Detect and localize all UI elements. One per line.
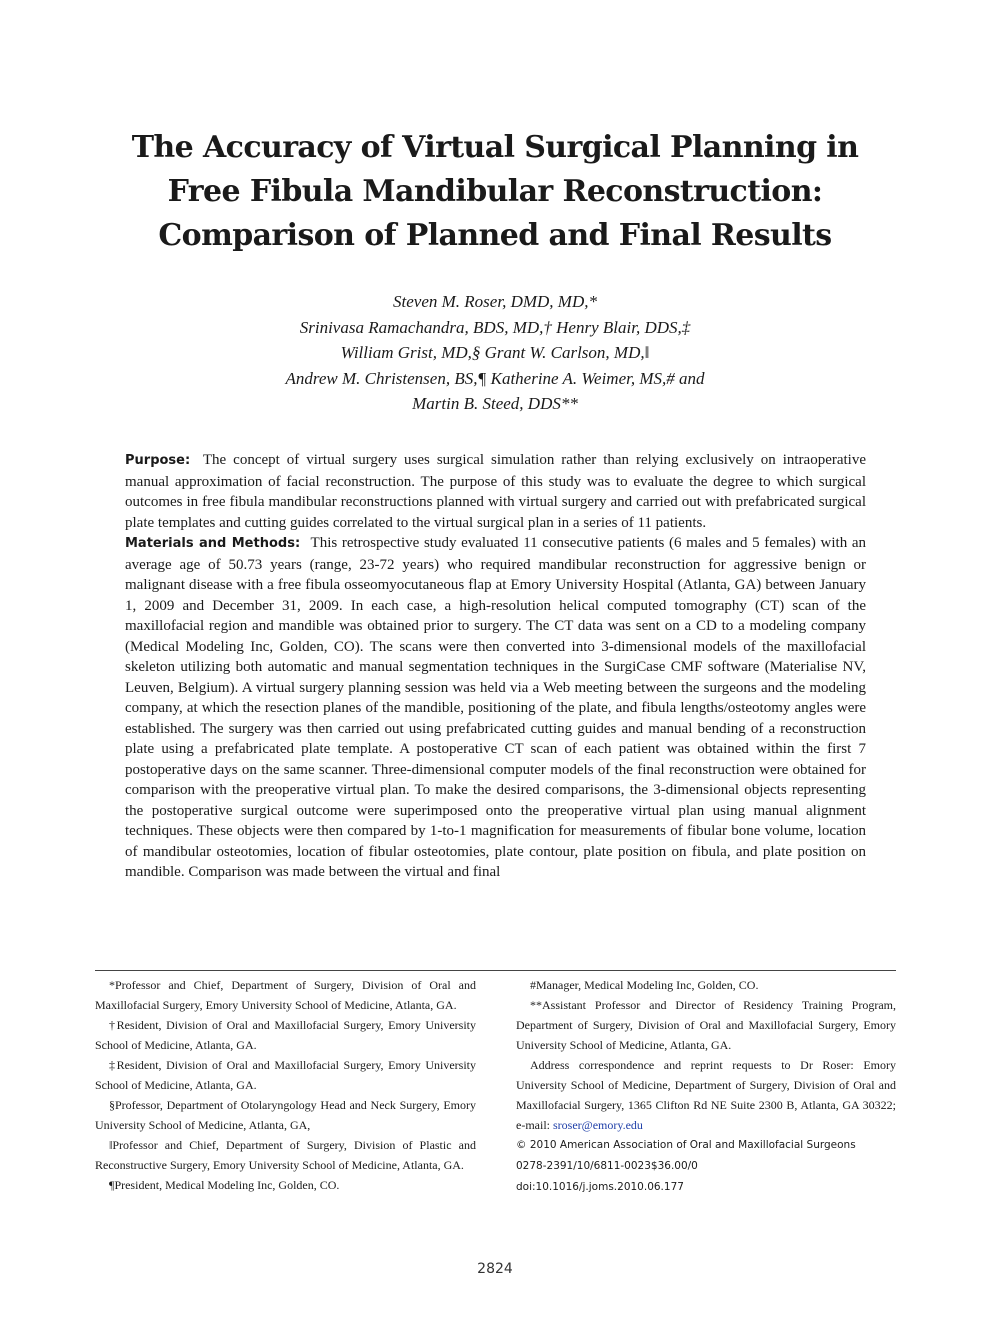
footnote: **Assistant Professor and Director of Residency Training Program, Department of Surgery, Division of Oral and Maxillofacial Surgery, Emory University School of Medicine, Atlanta, GA. bbox=[516, 998, 896, 1052]
methods-heading: Materials and Methods: bbox=[125, 536, 301, 551]
author-line: Martin B. Steed, DDS** bbox=[412, 394, 578, 413]
footnote: *Professor and Chief, Department of Surgery, Division of Oral and Maxillofacial Surgery, Emory University School of Medicine, Atlanta, GA. bbox=[95, 978, 476, 1012]
footnote: †Resident, Division of Oral and Maxillofacial Surgery, Emory University School of Medicine, Atlanta, GA. bbox=[95, 1018, 476, 1052]
footnote: ‡Resident, Division of Oral and Maxillofacial Surgery, Emory University School of Medicine, Atlanta, GA. bbox=[95, 1058, 476, 1092]
copyright-line: © 2010 American Association of Oral and Maxillofacial Surgeons bbox=[516, 1139, 856, 1151]
doi-line: doi:10.1016/j.joms.2010.06.177 bbox=[516, 1181, 684, 1193]
footnote: §Professor, Department of Otolaryngology Head and Neck Surgery, Emory University School of Medicine, Atlanta, GA, bbox=[95, 1098, 476, 1132]
email-link[interactable]: sroser@emory.edu bbox=[552, 1118, 643, 1132]
footnote: #Manager, Medical Modeling Inc, Golden, CO. bbox=[530, 978, 759, 992]
footnotes-right-column bbox=[516, 975, 896, 1198]
title-line: The Accuracy of Virtual Surgical Planning in bbox=[131, 130, 859, 165]
footnote: ¶President, Medical Modeling Inc, Golden, CO. bbox=[109, 1178, 340, 1192]
article-title bbox=[95, 126, 895, 258]
author-line: Andrew M. Christensen, BS,¶ Katherine A. Weimer, MS,# and bbox=[285, 368, 705, 388]
page-number: 2824 bbox=[477, 1261, 513, 1277]
correspondence-address bbox=[516, 1055, 896, 1135]
author-line: Srinivasa Ramachandra, BDS, MD,† Henry Blair, DDS,‡ bbox=[299, 317, 691, 337]
footnotes-left-column bbox=[95, 975, 476, 1195]
abstract-purpose bbox=[125, 450, 866, 533]
methods-text: This retrospective study evaluated 11 consecutive patients (6 males and 5 females) with an average age of 50.73 years (range, 23-72 years) who required mandibular reconstruction for aggressive benign or malignant disease with a free fibula osseomyocutaneous flap at Emory University Hospital (Atlanta, GA) between January 1, 2009 and December 31, 2009. In each case, a high-resolution helical computed tomography (CT) scan of the maxillofacial region and mandible was obtained prior to surgery. The CT data was sent on a CD to a modeling company (Medical Modeling Inc, Golden, CO). The scans were then converted into 3-dimensional models of the maxillofacial skeleton utilizing both automatic and manual segmentation techniques in the SurgiCase CMF software (Materialise NV, Leuven, Belgium). A virtual surgery planning session was held via a Web meeting between the surgeons and the modeling company, at which the resection planes of the mandible, positioning of the plate, and fibula lengths/osteotomy angles were established. The surgery was then carried out using prefabricated cutting guides and manual bending of a reconstruction plate using a prefabricated plate template. A postoperative CT scan of each patient was obtained within the first 7 postoperative days on the same scanner. Three-dimensional computer models of the final reconstruction were obtained for comparison with the preoperative virtual plan. To make the desired comparisons, the 3-dimensional objects representing the postoperative surgical outcome were superimposed onto the preoperative virtual plan using manual alignment techniques. These objects were then compared by 1-to-1 magnification for measurements of fibular bone volume, location of mandibular osteotomies, location of fibular osteotomies, plate contour, plate position on fibula, and plate position on mandible. Comparison was made between the virtual and final bbox=[125, 535, 866, 880]
author-list bbox=[120, 289, 870, 417]
abstract bbox=[125, 450, 866, 883]
purpose-heading: Purpose: bbox=[125, 453, 191, 468]
issn-line: 0278-2391/10/6811-0023$36.00/0 bbox=[516, 1160, 698, 1172]
footnote-divider bbox=[95, 970, 896, 971]
title-line: Comparison of Planned and Final Results bbox=[158, 218, 832, 253]
abstract-methods bbox=[125, 533, 866, 883]
author-line: Steven M. Roser, DMD, MD,* bbox=[393, 292, 597, 311]
purpose-text: The concept of virtual surgery uses surgical simulation rather than relying exclusively on intraoperative manual approximation of facial reconstruction. The purpose of this study was to evaluate the degree to which surgical outcomes in free fibula mandibular reconstructions planned with virtual surgery and carried out with prefabricated surgical plate templates and cutting guides correlated to the virtual surgical plan in a series of 11 patients. bbox=[125, 452, 867, 531]
title-line: Free Fibula Mandibular Reconstruction: bbox=[167, 174, 823, 209]
address-text: Address correspondence and reprint requests to Dr Roser: Emory University School of Medicine, Department of Surgery, Division of Oral and Maxillofacial Surgery, 1365 Clifton Rd NE Suite 2300 B, Atlanta, GA 30322; e-mail: bbox=[516, 1058, 896, 1132]
author-line: William Grist, MD,§ Grant W. Carlson, MD,‖ bbox=[340, 343, 650, 362]
footnote: ‖Professor and Chief, Department of Surgery, Division of Plastic and Reconstructive Surgery, Emory University School of Medicine, Atlanta, GA. bbox=[95, 1138, 476, 1172]
